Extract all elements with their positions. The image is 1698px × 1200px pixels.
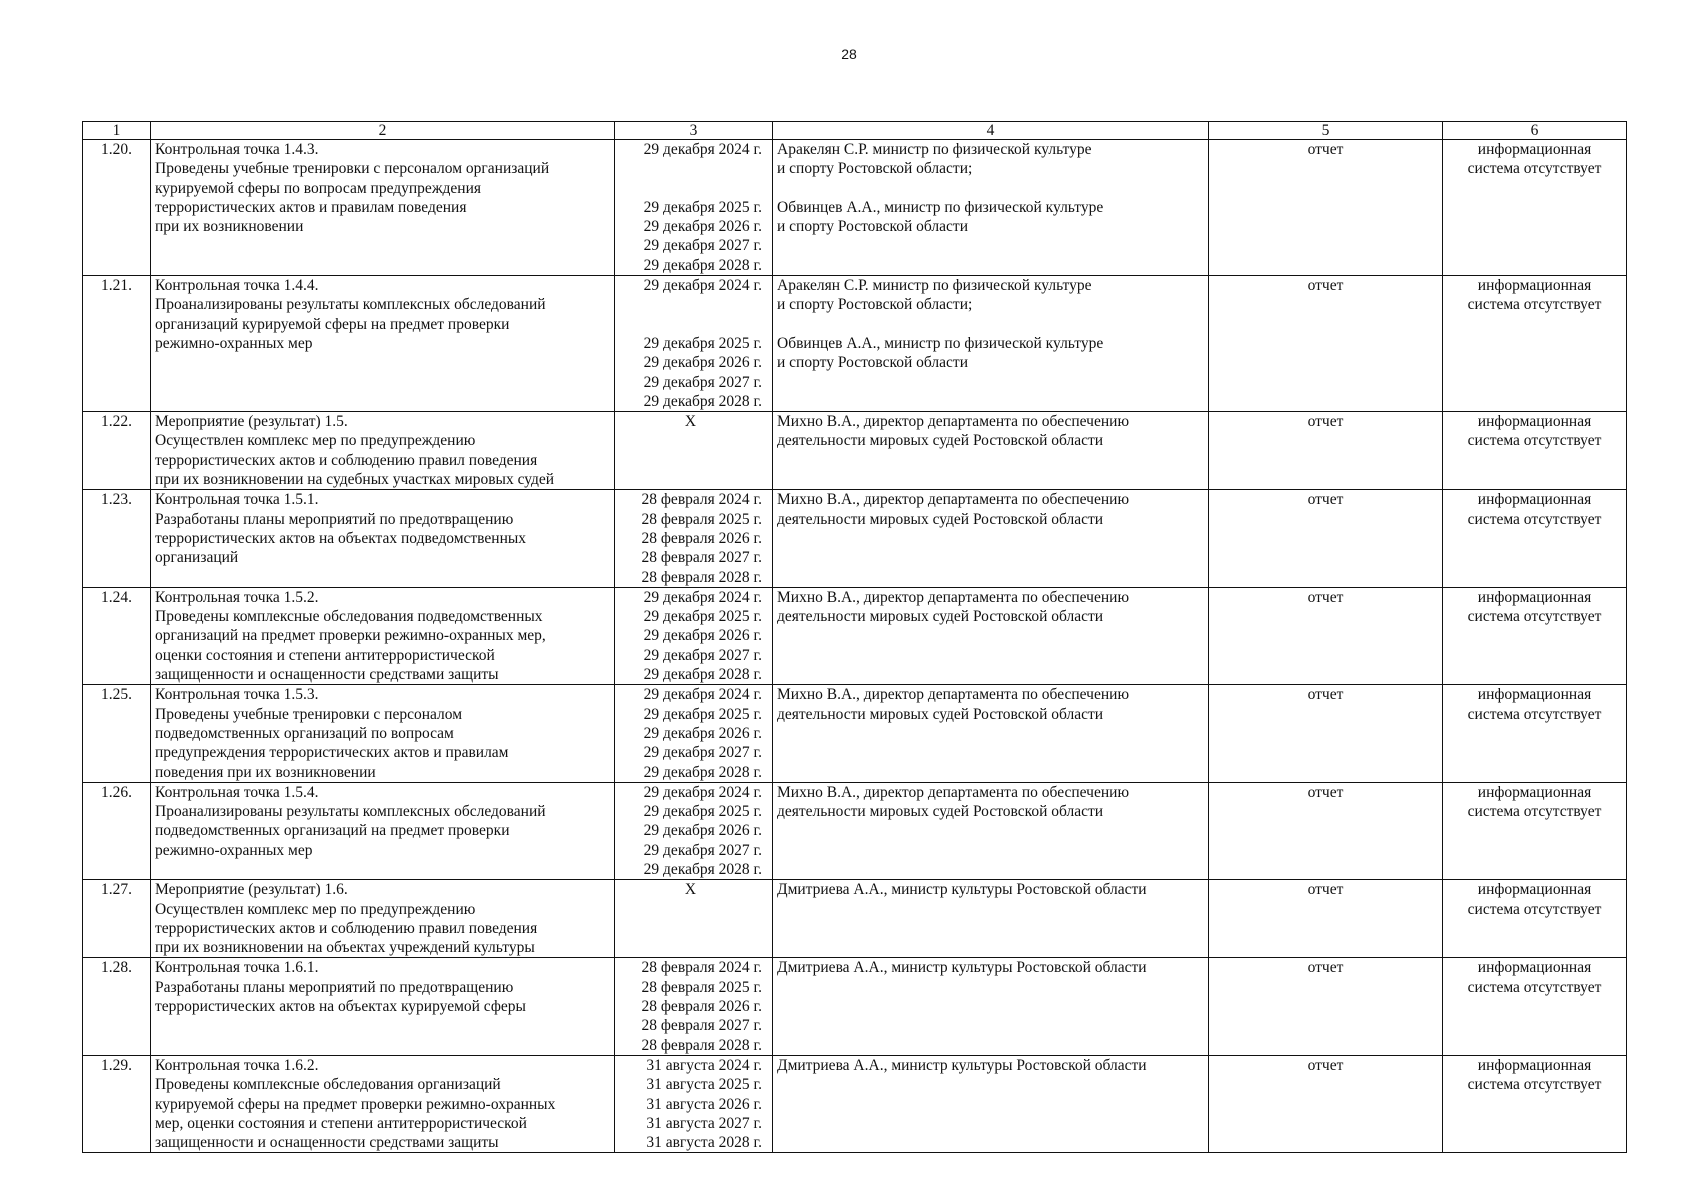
- row-description: Мероприятие (результат) 1.6. Осуществлен комплекс мер по предупреждению террористических актов и соблюдению правил поведения при их возникновении на объектах учреждений культуры: [151, 880, 615, 958]
- header-cell-5: 5: [1209, 122, 1443, 140]
- row-number: 1.22.: [83, 412, 151, 490]
- table-row: [83, 490, 1627, 587]
- row-information-system: информационная система отсутствует: [1443, 1055, 1627, 1152]
- row-information-system: информационная система отсутствует: [1443, 412, 1627, 490]
- row-deadlines: 31 августа 2024 г. 31 августа 2025 г. 31 августа 2026 г. 31 августа 2027 г. 31 августа 2028 г.: [615, 1055, 773, 1152]
- row-number: 1.29.: [83, 1055, 151, 1152]
- row-responsible: Дмитриева А.А., министр культуры Ростовской области: [773, 1055, 1209, 1152]
- header-cell-3: 3: [615, 122, 773, 140]
- row-description: Контрольная точка 1.5.3. Проведены учебные тренировки с персоналом подведомственных организаций по вопросам предупреждения террористических актов и правилам поведения при их возникновении: [151, 685, 615, 782]
- row-number: 1.26.: [83, 782, 151, 879]
- table-row: [83, 880, 1627, 958]
- page-number: 28: [841, 46, 857, 62]
- row-number: 1.24.: [83, 587, 151, 684]
- row-responsible: Михно В.А., директор департамента по обеспечению деятельности мировых судей Ростовской области: [773, 685, 1209, 782]
- table-row: [83, 587, 1627, 684]
- row-deadlines: X: [615, 412, 773, 490]
- row-number: 1.21.: [83, 276, 151, 412]
- row-responsible: Аракелян С.Р. министр по физической культуре и спорту Ростовской области; Обвинцев А.А., министр по физической культуре и спорту Ростовской области: [773, 276, 1209, 412]
- row-information-system: информационная система отсутствует: [1443, 685, 1627, 782]
- row-deadlines: X: [615, 880, 773, 958]
- row-description: Мероприятие (результат) 1.5. Осуществлен комплекс мер по предупреждению террористических актов и соблюдению правил поведения при их возникновении на судебных участках мировых судей: [151, 412, 615, 490]
- row-description: Контрольная точка 1.6.1. Разработаны планы мероприятий по предотвращению террористических актов на объектах курируемой сферы: [151, 958, 615, 1055]
- row-document-type: отчет: [1209, 685, 1443, 782]
- row-description: Контрольная точка 1.6.2. Проведены комплексные обследования организаций курируемой сферы на предмет проверки режимно-охранных мер, оценки состояния и степени антитеррористической защищенности и оснащенности средствами защиты: [151, 1055, 615, 1152]
- row-responsible: Михно В.А., директор департамента по обеспечению деятельности мировых судей Ростовской области: [773, 782, 1209, 879]
- row-description: Контрольная точка 1.4.3. Проведены учебные тренировки с персоналом организаций курируемой сферы по вопросам предупреждения террористических актов и правилам поведения при их возникновении: [151, 140, 615, 276]
- row-responsible: Аракелян С.Р. министр по физической культуре и спорту Ростовской области; Обвинцев А.А., министр по физической культуре и спорту Ростовской области: [773, 140, 1209, 276]
- table-row: [83, 140, 1627, 276]
- row-deadlines: 28 февраля 2024 г. 28 февраля 2025 г. 28 февраля 2026 г. 28 февраля 2027 г. 28 февраля 2028 г.: [615, 958, 773, 1055]
- table-row: [83, 782, 1627, 879]
- table-row: [83, 685, 1627, 782]
- row-number: 1.20.: [83, 140, 151, 276]
- row-information-system: информационная система отсутствует: [1443, 880, 1627, 958]
- row-responsible: Дмитриева А.А., министр культуры Ростовской области: [773, 958, 1209, 1055]
- row-number: 1.27.: [83, 880, 151, 958]
- header-cell-2: 2: [151, 122, 615, 140]
- table-row: [83, 958, 1627, 1055]
- row-information-system: информационная система отсутствует: [1443, 587, 1627, 684]
- row-deadlines: 29 декабря 2024 г. 29 декабря 2025 г. 29 декабря 2026 г. 29 декабря 2027 г. 29 декабря 2028 г.: [615, 276, 773, 412]
- row-number: 1.25.: [83, 685, 151, 782]
- row-description: Контрольная точка 1.4.4. Проанализированы результаты комплексных обследований организаций курируемой сферы на предмет проверки режимно-охранных мер: [151, 276, 615, 412]
- row-number: 1.23.: [83, 490, 151, 587]
- row-description: Контрольная точка 1.5.1. Разработаны планы мероприятий по предотвращению террористических актов на объектах подведомственных организаций: [151, 490, 615, 587]
- row-document-type: отчет: [1209, 587, 1443, 684]
- row-information-system: информационная система отсутствует: [1443, 782, 1627, 879]
- row-document-type: отчет: [1209, 412, 1443, 490]
- row-information-system: информационная система отсутствует: [1443, 140, 1627, 276]
- row-document-type: отчет: [1209, 276, 1443, 412]
- row-responsible: Михно В.А., директор департамента по обеспечению деятельности мировых судей Ростовской области: [773, 490, 1209, 587]
- header-row: [83, 122, 1627, 140]
- header-cell-4: 4: [773, 122, 1209, 140]
- header-cell-6: 6: [1443, 122, 1627, 140]
- row-document-type: отчет: [1209, 782, 1443, 879]
- row-description: Контрольная точка 1.5.2. Проведены комплексные обследования подведомственных организаций на предмет проверки режимно-охранных мер, оценки состояния и степени антитеррористической защищенности и оснащенности средствами защиты: [151, 587, 615, 684]
- row-document-type: отчет: [1209, 958, 1443, 1055]
- row-deadlines: 29 декабря 2024 г. 29 декабря 2025 г. 29 декабря 2026 г. 29 декабря 2027 г. 29 декабря 2028 г.: [615, 587, 773, 684]
- row-responsible: Михно В.А., директор департамента по обеспечению деятельности мировых судей Ростовской области: [773, 412, 1209, 490]
- row-deadlines: 29 декабря 2024 г. 29 декабря 2025 г. 29 декабря 2026 г. 29 декабря 2027 г. 29 декабря 2028 г.: [615, 782, 773, 879]
- row-document-type: отчет: [1209, 880, 1443, 958]
- row-information-system: информационная система отсутствует: [1443, 490, 1627, 587]
- row-responsible: Дмитриева А.А., министр культуры Ростовской области: [773, 880, 1209, 958]
- row-document-type: отчет: [1209, 1055, 1443, 1152]
- row-description: Контрольная точка 1.5.4. Проанализированы результаты комплексных обследований подведомственных организаций на предмет проверки режимно-охранных мер: [151, 782, 615, 879]
- row-information-system: информационная система отсутствует: [1443, 276, 1627, 412]
- table-row: [83, 412, 1627, 490]
- table-row: [83, 276, 1627, 412]
- row-document-type: отчет: [1209, 490, 1443, 587]
- row-deadlines: 29 декабря 2024 г. 29 декабря 2025 г. 29 декабря 2026 г. 29 декабря 2027 г. 29 декабря 2028 г.: [615, 685, 773, 782]
- row-document-type: отчет: [1209, 140, 1443, 276]
- row-responsible: Михно В.А., директор департамента по обеспечению деятельности мировых судей Ростовской области: [773, 587, 1209, 684]
- row-deadlines: 29 декабря 2024 г. 29 декабря 2025 г. 29 декабря 2026 г. 29 декабря 2027 г. 29 декабря 2028 г.: [615, 140, 773, 276]
- table-row: [83, 1055, 1627, 1152]
- row-information-system: информационная система отсутствует: [1443, 958, 1627, 1055]
- plan-table: [82, 121, 1627, 1153]
- row-number: 1.28.: [83, 958, 151, 1055]
- header-cell-1: 1: [83, 122, 151, 140]
- row-deadlines: 28 февраля 2024 г. 28 февраля 2025 г. 28 февраля 2026 г. 28 февраля 2027 г. 28 февраля 2028 г.: [615, 490, 773, 587]
